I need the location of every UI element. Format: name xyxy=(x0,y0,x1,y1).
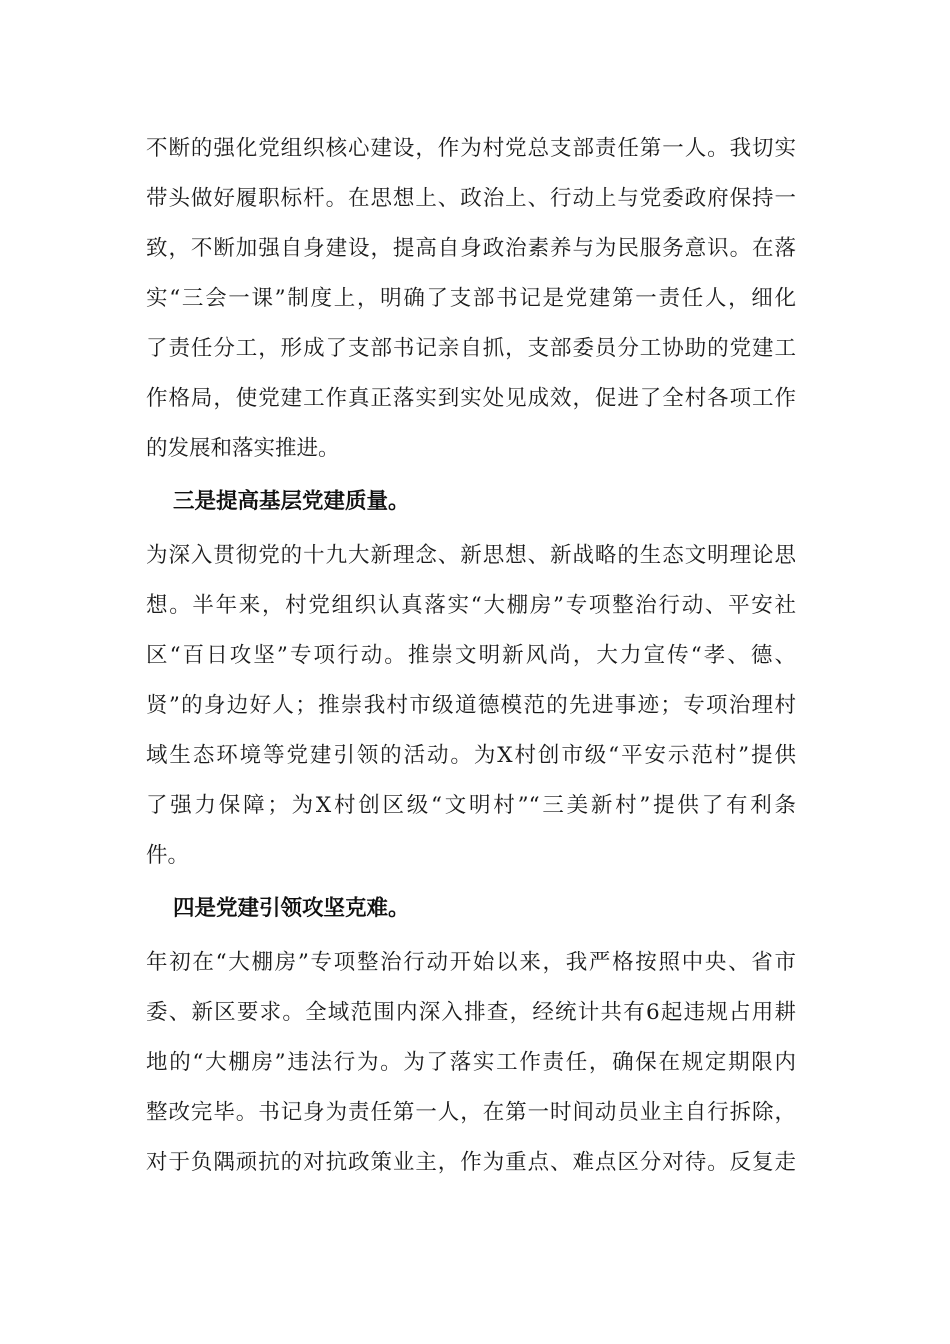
paragraph-1-line-5: 了责任分工，形成了支部书记亲自抓，支部委员分工协助的党建工 xyxy=(146,336,796,361)
paragraph-1-line-1: 不断的强化党组织核心建设，作为村党总支部责任第一人。我切实 xyxy=(146,136,796,161)
paragraph-3-line-5: 对于负隅顽抗的对抗政策业主，作为重点、难点区分对待。反复走 xyxy=(146,1150,796,1175)
paragraph-3-line-2: 委、新区要求。全域范围内深入排查，经统计共有6起违规占用耕 xyxy=(146,1000,796,1025)
paragraph-2-line-7: 件。 xyxy=(146,843,190,868)
paragraph-2-line-3: 区“百日攻坚”专项行动。推崇文明新风尚，大力宣传“孝、德、 xyxy=(146,643,796,668)
paragraph-1-line-3: 致，不断加强自身建设，提高自身政治素养与为民服务意识。在落 xyxy=(146,236,796,261)
paragraph-3-line-3: 地的“大棚房”违法行为。为了落实工作责任，确保在规定期限内 xyxy=(146,1050,796,1075)
paragraph-2-line-6: 了强力保障；为X村创区级“文明村”“三美新村”提供了有利条 xyxy=(146,793,796,818)
paragraph-2-line-1: 为深入贯彻党的十九大新理念、新思想、新战略的生态文明理论思 xyxy=(146,543,796,568)
paragraph-2-line-4: 贤”的身边好人；推崇我村市级道德模范的先进事迹；专项治理村 xyxy=(146,693,796,718)
paragraph-1-line-7: 的发展和落实推进。 xyxy=(146,436,340,461)
paragraph-3-line-4: 整改完毕。书记身为责任第一人，在第一时间动员业主自行拆除， xyxy=(146,1100,796,1125)
paragraph-2-line-5: 域生态环境等党建引领的活动。为X村创市级“平安示范村”提供 xyxy=(146,743,796,768)
paragraph-3-line-1: 年初在“大棚房”专项整治行动开始以来，我严格按照中央、省市 xyxy=(146,950,796,975)
section-heading-4: 四是党建引领攻坚克难。 xyxy=(173,896,410,921)
paragraph-2-line-2: 想。半年来，村党组织认真落实“大棚房”专项整治行动、平安社 xyxy=(146,593,796,618)
paragraph-1-line-2: 带头做好履职标杆。在思想上、政治上、行动上与党委政府保持一 xyxy=(146,186,796,211)
section-heading-3: 三是提高基层党建质量。 xyxy=(173,489,410,514)
paragraph-1-line-4: 实“三会一课”制度上，明确了支部书记是党建第一责任人，细化 xyxy=(146,286,796,311)
paragraph-1-line-6: 作格局，使党建工作真正落实到实处见成效，促进了全村各项工作 xyxy=(146,386,796,411)
